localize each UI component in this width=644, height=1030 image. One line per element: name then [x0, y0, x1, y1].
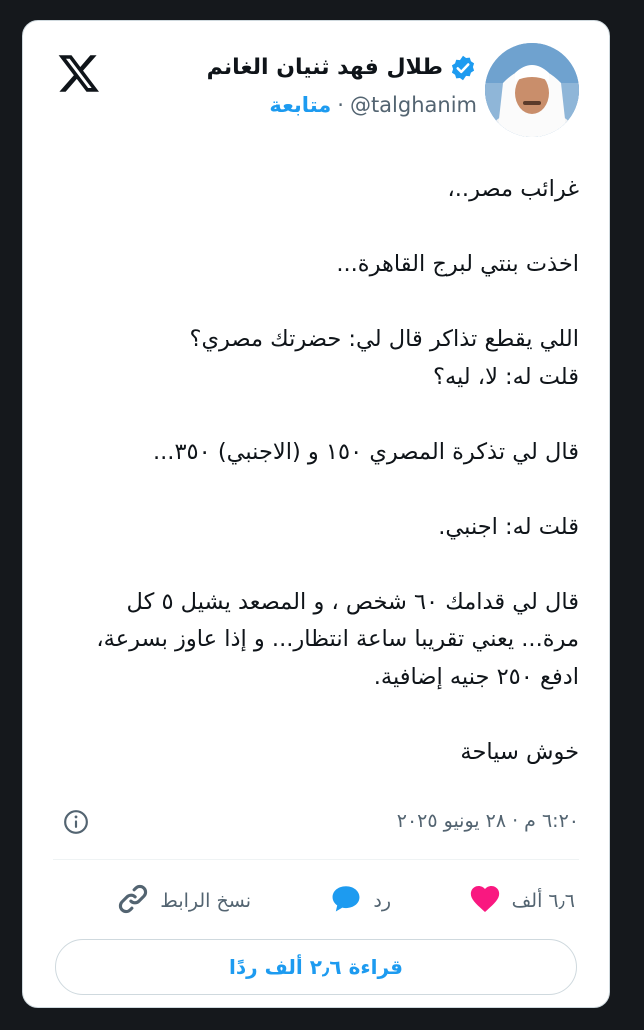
info-icon[interactable] — [63, 809, 89, 835]
action-bar — [53, 879, 579, 923]
avatar[interactable] — [485, 43, 579, 137]
verified-badge-icon — [449, 54, 477, 82]
tweet-line: مرة... يعني تقريبا ساعة انتظار... و إذا عاوز بسرعة، — [96, 626, 579, 652]
copy-link-button[interactable] — [116, 879, 251, 923]
like-button[interactable] — [468, 879, 575, 923]
reply-label: رد — [373, 890, 391, 912]
author-handle[interactable]: @talghanim — [349, 93, 477, 117]
tweet-line: قلت له: لا، ليه؟ — [433, 363, 579, 390]
like-count: ٦٫٦ ألف — [511, 890, 575, 912]
tweet-line: غرائب مصر..، — [447, 176, 579, 202]
tweet-text — [49, 171, 579, 771]
divider — [53, 859, 579, 860]
tweet-line: خوش سياحة — [460, 738, 579, 765]
tweet-timestamp[interactable]: ٦:٢٠ م · ٢٨ يونيو ٢٠٢٥ — [396, 810, 579, 832]
tweet-card — [22, 20, 610, 1008]
tweet-line: قلت له: اجنبي. — [438, 513, 579, 540]
tweet-line: اخذت بنتي لبرج القاهرة... — [336, 251, 579, 277]
heart-icon — [468, 882, 502, 921]
tweet-line: قال لي تذكرة المصري ١٥٠ و (الاجنبي) ٣٥٠... — [152, 438, 579, 465]
read-replies-button[interactable]: قراءة ٢٫٦ ألف ردًا — [55, 939, 577, 995]
tweet-line: ادفع ٢٥٠ جنيه إضافية. — [373, 663, 579, 690]
tweet-line: اللي يقطع تذاكر قال لي: حضرتك مصري؟ — [189, 326, 579, 352]
speech-bubble-icon — [329, 882, 363, 921]
follow-button[interactable]: متابعة — [269, 93, 332, 117]
copy-link-label: نسخ الرابط — [160, 890, 251, 912]
tweet-line: قال لي قدامك ٦٠ شخص ، و المصعد يشيل ٥ كل — [126, 588, 579, 615]
link-icon — [116, 882, 150, 921]
x-logo-icon[interactable] — [57, 51, 101, 95]
reply-button[interactable] — [329, 879, 391, 923]
author-name[interactable]: طلال فهد ثنيان الغانم — [206, 55, 443, 80]
separator-dot: · — [337, 93, 344, 117]
